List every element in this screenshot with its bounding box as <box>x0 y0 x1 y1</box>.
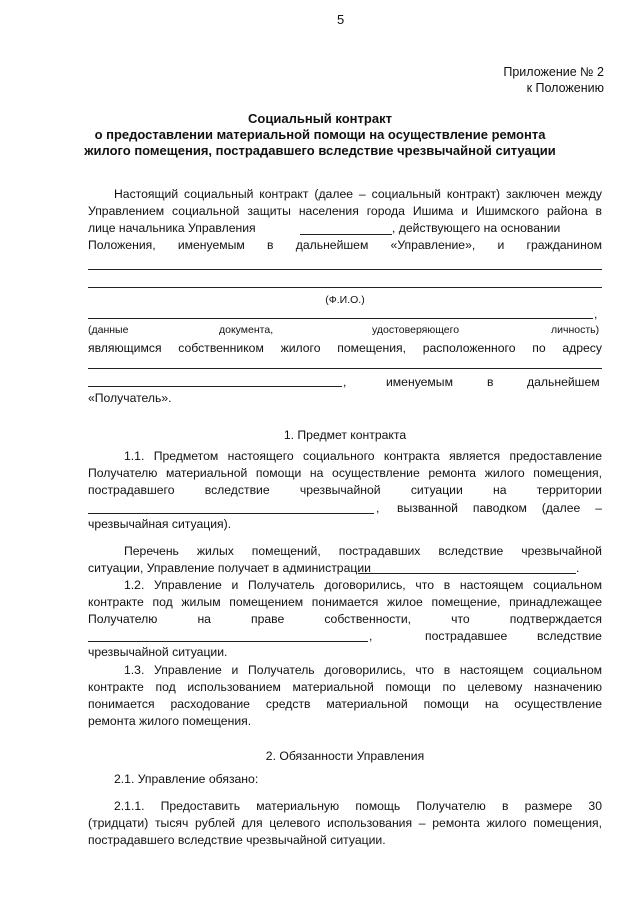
intro-line-4: Положения, именуемым в дальнейшем «Управление», и гражданином <box>88 238 602 252</box>
intro-line-1: Настоящий социальный контракт (далее – социальный контракт) заключен между <box>114 187 602 201</box>
p11-line-5: чрезвычайная ситуация). <box>88 517 232 531</box>
p11-line-1: 1.1. Предметом настоящего социального контракта является предоставление <box>124 449 602 463</box>
address-blank-2 <box>88 386 342 387</box>
manager-name-blank <box>300 234 392 235</box>
p12-line-3: Получателю на праве собственности, что подтверждается <box>88 612 602 626</box>
intro-further: дальнейшем <box>527 375 600 389</box>
p211-line-3: пострадавшего вследствие чрезвычайной ситуации. <box>88 833 386 847</box>
intro-named: именуемым <box>386 375 453 389</box>
p12-line-4-comma: , <box>369 629 373 643</box>
section-2-heading: 2. Обязанности Управления <box>265 749 425 763</box>
appendix-line-1: Приложение № 2 <box>503 65 604 79</box>
intro-in: в <box>487 375 494 389</box>
p13-line-3: понимается расходование средств материальной помощи на осуществление <box>88 697 602 711</box>
ownership-blank <box>88 641 368 642</box>
document-blank-comma: , <box>594 307 598 321</box>
list-line-2-end: . <box>576 561 580 575</box>
territory-blank <box>88 513 374 514</box>
list-line-1: Перечень жилых помещений, пострадавших вследствие чрезвычайной <box>124 544 602 558</box>
p11-line-3: пострадавшего вследствие чрезвычайной ситуации на территории <box>88 483 602 497</box>
document-label-2: документа, <box>219 324 274 336</box>
address-blank-1 <box>88 368 602 369</box>
p12-line-2: контракте под жилым помещением понимается жилое помещение, принадлежащее <box>88 595 602 609</box>
document-label-3: удостоверяющего <box>372 324 460 336</box>
p13-line-2: контракте под использованием материальной помощи по целевому назначению <box>88 680 602 694</box>
p12-line-1: 1.2. Управление и Получатель договорились, что в настоящем социальном <box>124 578 602 592</box>
intro-line-7: «Получатель». <box>88 391 172 405</box>
address-comma: , <box>343 375 347 389</box>
page-number: 5 <box>337 12 345 27</box>
administration-blank <box>358 573 576 574</box>
title-line-3: жилого помещения, пострадавшего вследствие чрезвычайной ситуации <box>84 143 556 158</box>
document-label-1: (данные <box>88 324 129 336</box>
p12-line-4-due: вследствие <box>537 629 602 643</box>
list-line-2: ситуации, Управление получает в администрации <box>88 561 371 575</box>
intro-line-5: являющимся собственником жилого помещения, расположенного по адресу <box>88 341 602 355</box>
p21-line: 2.1. Управление обязано: <box>114 772 259 786</box>
fio-blank-2 <box>88 287 602 288</box>
p13-line-1: 1.3. Управление и Получатель договорились, что в настоящем социальном <box>124 663 602 677</box>
p11-line-2: Получателю материальной помощи на осуществление ремонта жилого помещения, <box>88 466 602 480</box>
p13-line-4: ремонта жилого помещения. <box>88 714 252 728</box>
fio-label: (Ф.И.О.) <box>325 294 365 306</box>
fio-blank-1 <box>88 269 602 270</box>
document-label-4: личность) <box>551 324 600 336</box>
title-line-1: Социальный контракт <box>248 111 392 126</box>
p12-line-5: чрезвычайной ситуации. <box>88 645 228 659</box>
p11-line-4-comma: , <box>376 501 380 515</box>
title-line-2: о предоставлении материальной помощи на осуществление ремонта <box>94 127 546 142</box>
p12-line-4-damaged: пострадавшее <box>425 629 508 643</box>
document-blank <box>88 318 593 319</box>
intro-line-3-start: лице начальника Управления <box>88 221 256 235</box>
intro-line-2: Управлением социальной защиты населения города Ишима и Ишимского района в <box>88 204 602 218</box>
appendix-line-2: к Положению <box>526 81 604 95</box>
p11-line-4-end: вызванной паводком (далее – <box>397 501 602 515</box>
p211-line-1: 2.1.1. Предоставить материальную помощь Получателю в размере 30 <box>114 799 602 813</box>
intro-line-3-end: , действующего на основании <box>392 221 561 235</box>
section-1-heading: 1. Предмет контракта <box>283 428 407 442</box>
p211-line-2: (тридцати) тысяч рублей для целевого использования – ремонта жилого помещения, <box>88 816 602 830</box>
